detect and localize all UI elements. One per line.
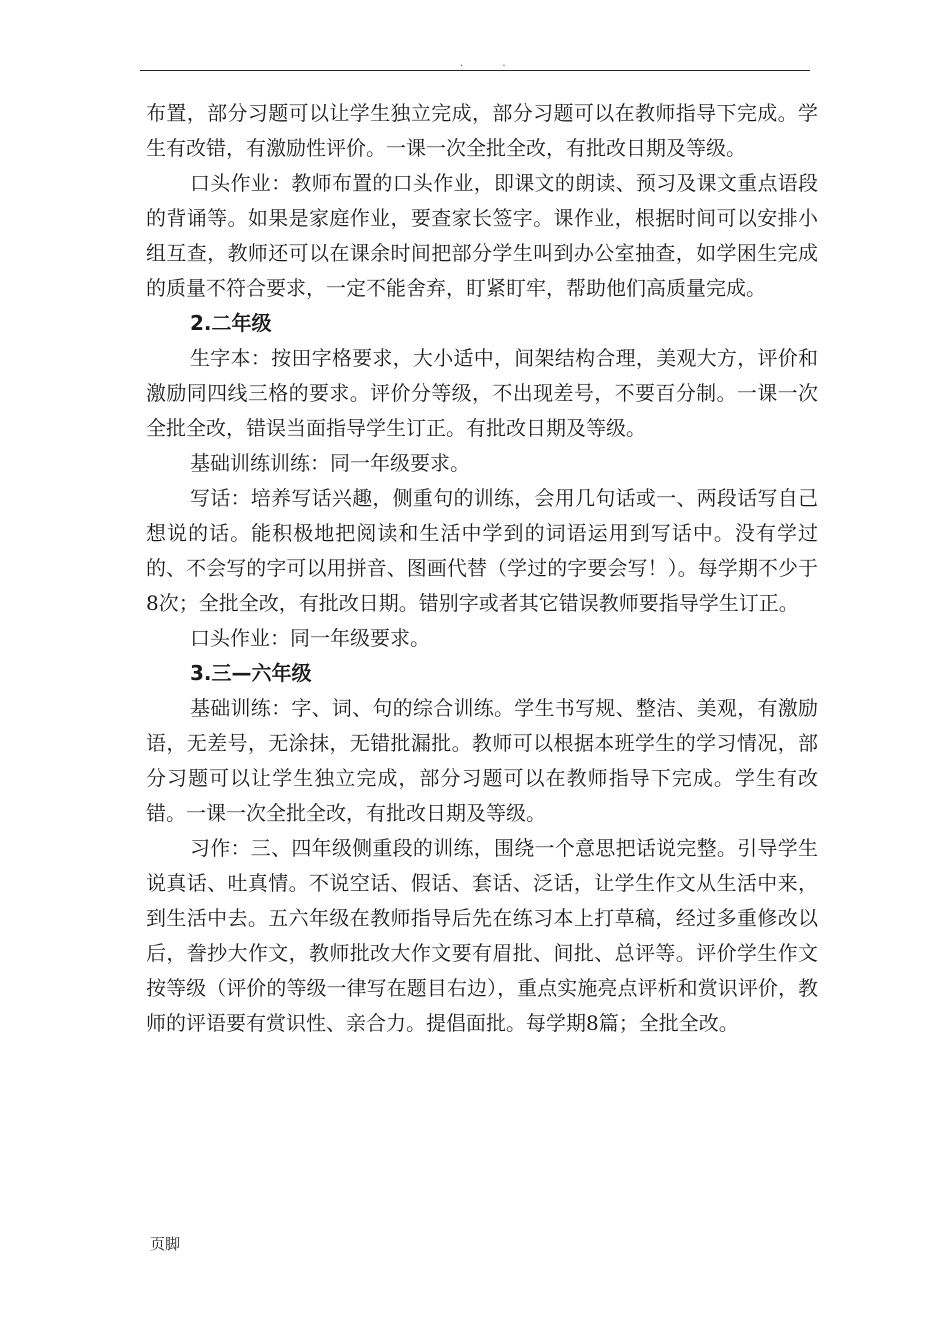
body-paragraph: 口头作业：同一年级要求。 bbox=[190, 626, 430, 650]
body-paragraph: 基础训练训练：同一年级要求。 bbox=[190, 451, 470, 475]
body-paragraph: 口头作业：教师布置的口头作业，即课文的朗读、预习及课文重点语段的背诵等。如果是家庭作业，要查家长签字。课作业，根据时间可以安排小组互查，教师还可以在课余时间把部分学生叫到办公室抽查，如学困生完成的质量不符合要求，一定不能舍弃，盯紧盯牢，帮助他们高质量完成。 bbox=[146, 171, 818, 300]
header-rule bbox=[140, 70, 810, 71]
page-footer: 页脚 bbox=[150, 1235, 181, 1253]
section-heading: 3.三—六年级 bbox=[190, 661, 312, 685]
body-paragraph: 布置，部分习题可以让学生独立完成，部分习题可以在教师指导下完成。学生有改错，有激励性评价。一课一次全批全改，有批改日期及等级。 bbox=[146, 101, 818, 160]
document-body bbox=[146, 96, 818, 1041]
body-paragraph: 习作：三、四年级侧重段的训练，围绕一个意思把话说完整。引导学生说真话、吐真情。不说空话、假话、套话、泛话，让学生作文从生活中来，到生活中去。五六年级在教师指导后先在练习本上打草稿，经过多重修改以后，誊抄大作文，教师批改大作文要有眉批、间批、总评等。评价学生作文按等级（评价的等级一律写在题目右边），重点实施亮点评析和赏识评价，教师的评语要有赏识性、亲合力。提倡面批。每学期8篇；全批全改。 bbox=[146, 836, 818, 1035]
body-paragraph: 生字本：按田字格要求，大小适中，间架结构合理，美观大方，评价和激励同四线三格的要求。评价分等级，不出现差号，不要百分制。一课一次全批全改，错误当面指导学生订正。有批改日期及等级。 bbox=[146, 346, 818, 440]
section-heading: 2.二年级 bbox=[190, 311, 272, 335]
body-paragraph: 基础训练：字、词、句的综合训练。学生书写规、整洁、美观，有激励语，无差号，无涂抹，无错批漏批。教师可以根据本班学生的学习情况，部分习题可以让学生独立完成，部分习题可以在教师指导下完成。学生有改错。一课一次全批全改，有批改日期及等级。 bbox=[146, 696, 818, 825]
body-paragraph: 写话：培养写话兴趣，侧重句的训练，会用几句话或一、两段话写自己想说的话。能积极地把阅读和生活中学到的词语运用到写话中。没有学过的、不会写的字可以用拼音、图画代替（学过的字要会写！）。每学期不少于8次；全批全改，有批改日期。错别字或者其它错误教师要指导学生订正。 bbox=[146, 486, 818, 615]
header-mark: . . bbox=[460, 58, 524, 69]
